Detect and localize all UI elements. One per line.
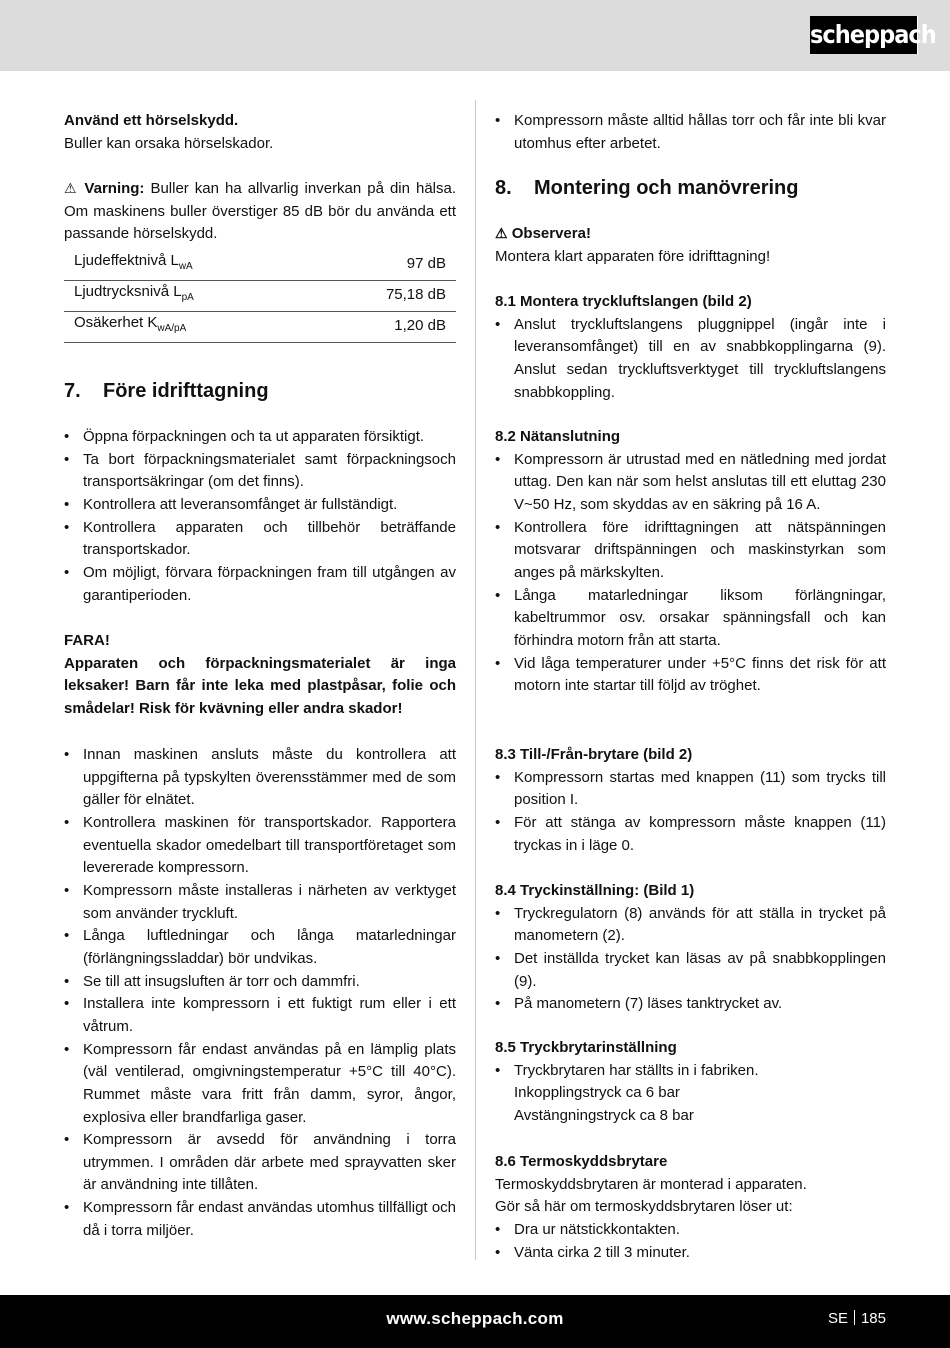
list-item: • Kompressorn får endast användas utomhus tillfälligt och då i torra miljöer. <box>64 1197 456 1242</box>
unpacking-list <box>64 426 456 607</box>
hearing-protection-note <box>64 110 456 155</box>
section-7-heading: 7. Före idrifttagning <box>64 380 269 402</box>
section-8-6 <box>495 1151 886 1264</box>
danger-title: FARA! <box>64 632 110 649</box>
section-8-1 <box>495 291 886 404</box>
page-number <box>828 1308 886 1331</box>
list-item: • Kontrollera apparaten och tillbehör beträffande transportskador. <box>64 517 456 562</box>
section-title: 8.2 Nätanslutning <box>495 428 621 445</box>
danger-text: Apparaten och förpackningsmaterialet är inga leksaker! Barn får inte leka med plastpåsar, folie och smådelar! Risk för kvävning eller andra skador! <box>64 654 456 717</box>
row-sub: wA/pA <box>157 323 187 335</box>
list-item: • Ta bort förpackningsmaterialet samt förpackningsoch transportsäkringar (om det finns). <box>64 449 456 494</box>
warning-paragraph <box>64 177 456 246</box>
list-item: • Kontrollera maskinen för transportskador. Rapportera eventuella skador omedelbart till transportföretaget som levererade kompressorn. <box>64 812 456 880</box>
row-label: Ljudtrycksnivå L <box>74 283 182 301</box>
dry-storage-list <box>495 110 886 155</box>
table-row <box>64 249 456 280</box>
warning-text: Buller kan ha allvarlig inverkan på din hälsa. Om maskinens buller överstiger 85 dB bör du använda ett passande hörselskydd. <box>64 180 456 243</box>
list-item: • Tryckregulatorn (8) används för att ställa in trycket på manometern (2). <box>495 903 886 948</box>
list-item: • Kompressorn startas med knappen (11) som trycks till position I. <box>495 767 886 812</box>
list-item: • Det inställda trycket kan läsas av på snabbkopplingen (9). <box>495 948 886 993</box>
hearing-title: Använd ett hörselskydd. <box>64 112 239 129</box>
row-value: 75,18 dB <box>313 280 456 311</box>
list-item: • Installera inte kompressorn i ett fuktigt rum eller i ett våtrum. <box>64 993 456 1038</box>
list-item: • För att stänga av kompressorn måste knappen (11) tryckas in i läge 0. <box>495 812 886 857</box>
list-item: • Kompressorn måste alltid hållas torr och får inte bli kvar utomhus efter arbetet. <box>495 110 886 155</box>
page-num: 185 <box>860 1310 886 1327</box>
section-text: Termoskyddsbrytaren är monterad i apparaten. <box>495 1175 807 1193</box>
warning-triangle-icon: ⚠ <box>495 225 508 241</box>
warning-label: Varning: <box>84 180 145 197</box>
row-value: 97 dB <box>313 249 456 280</box>
row-label: Ljudeffektnivå L <box>74 251 179 269</box>
list-item: • Om möjligt, förvara förpackningen fram till utgången av garantiperioden. <box>64 562 456 607</box>
list-item: • Innan maskinen ansluts måste du kontrollera att uppgifterna på typskylten överensstämmer med de som gäller för elnätet. <box>64 744 456 812</box>
section-title: 8.3 Till-/Från-brytare (bild 2) <box>495 746 693 763</box>
section-8-heading: 8. Montering och manövrering <box>495 177 799 199</box>
language-code: SE <box>827 1310 848 1327</box>
page-header <box>0 0 950 71</box>
hearing-text: Buller kan orsaka hörselskador. <box>64 134 274 152</box>
section-8-2 <box>495 426 886 698</box>
section-8-5 <box>495 1037 886 1128</box>
list-item: • Öppna förpackningen och ta ut apparaten försiktigt. <box>64 426 456 449</box>
warning-triangle-icon: ⚠ <box>64 180 79 196</box>
danger-notice <box>64 630 456 721</box>
observe-notice <box>495 222 886 268</box>
list-item: • Kontrollera före idrifttagningen att nätspänningen motsvarar driftspänningen och maskinstyrkan som anges på märkskylten. <box>495 517 886 585</box>
row-sub: pA <box>181 292 194 304</box>
section-8-4 <box>495 880 886 1016</box>
observe-text: Montera klart apparaten före idrifttagning! <box>495 247 771 265</box>
installation-list <box>64 744 456 1242</box>
cut-out-pressure: Avstängningstryck ca 8 bar <box>514 1106 694 1124</box>
list-item: • Vänta cirka 2 till 3 minuter. <box>495 1242 886 1265</box>
table-row <box>64 280 456 311</box>
scheppach-logo: scheppach <box>810 16 918 54</box>
table-row <box>64 311 456 342</box>
list-item: • Anslut tryckluftslangens pluggnippel (ingår inte i leveransomfånget) till en av snabbkopplingarna (9). Anslut sedan tryckluftsverktyget till tryckluftslangens snabbkoppling. <box>495 314 886 405</box>
section-title: 8.5 Tryckbrytarinställning <box>495 1039 677 1056</box>
section-title: 8.1 Montera tryckluftslangen (bild 2) <box>495 293 752 310</box>
cut-in-pressure: Inkopplingstryck ca 6 bar <box>514 1084 680 1102</box>
list-item: • Kompressorn får endast användas på en lämplig plats (väl ventilerad, omgivningstemperatur +5°C till 40°C). Rummet måste vara fritt från damm, syror, ångor, explosiva eller brandfarliga gaser. <box>64 1039 456 1130</box>
list-item: • Vid låga temperaturer under +5°C finns det risk för att motorn inte startar till följd av tröghet. <box>495 653 886 698</box>
column-divider <box>475 100 476 1260</box>
list-item: • Kontrollera att leveransomfånget är fullständigt. <box>64 494 456 517</box>
row-label: Osäkerhet K <box>74 314 158 332</box>
row-sub: wA <box>178 260 193 272</box>
row-value: 1,20 dB <box>313 311 456 342</box>
noise-table <box>64 249 456 343</box>
list-item: • Långa luftledningar och långa matarledningar (förlängningssladdar) bör undvikas. <box>64 925 456 970</box>
section-title: 8.6 Termoskyddsbrytare <box>495 1153 668 1170</box>
list-item: • Långa matarledningar liksom förlängningar, kabeltrummor osv. orsakar spänningsfall och kan förhindra motorn från att starta. <box>495 585 886 653</box>
section-8-3 <box>495 744 886 857</box>
list-item: • Se till att insugsluften är torr och dammfri. <box>64 971 456 994</box>
list-item: • Dra ur nätstickkontakten. <box>495 1219 886 1242</box>
observe-label: Observera! <box>511 225 591 242</box>
website-link[interactable]: www.scheppach.com <box>386 1309 564 1328</box>
list-item: • Tryckbrytaren har ställts in i fabriken. Inkopplingstryck ca 6 bar Avstängningstryck ca 8 bar <box>495 1060 886 1128</box>
list-item: • Kompressorn är utrustad med en nätledning med jordat uttag. Den kan när som helst anslutas till ett eluttag 230 V~50 Hz, som skyddas av en säkring på 16 A. <box>495 449 886 517</box>
section-title: 8.4 Tryckinställning: (Bild 1) <box>495 882 695 899</box>
separator <box>854 1310 855 1325</box>
list-item: • Kompressorn måste installeras i närheten av verktyget som använder tryckluft. <box>64 880 456 925</box>
section-text: Gör så här om termoskyddsbrytaren löser ut: <box>495 1198 793 1216</box>
list-item: • Kompressorn är avsedd för användning i torra utrymmen. I områden där arbete med sprayvatten sker är användning inte tillåten. <box>64 1129 456 1197</box>
page-footer <box>0 1295 950 1348</box>
list-item: • På manometern (7) läses tanktrycket av. <box>495 993 886 1016</box>
